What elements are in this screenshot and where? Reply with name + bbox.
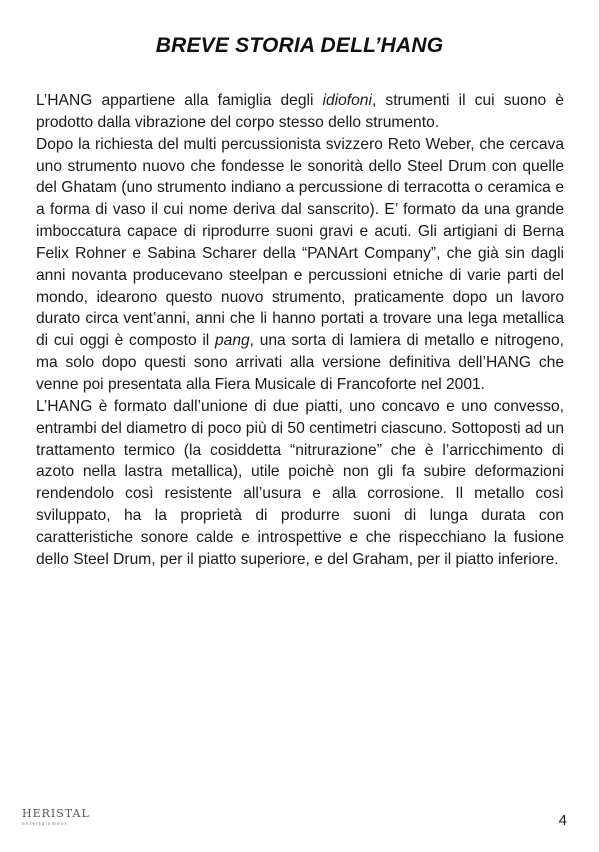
paragraph-construction: L’HANG è formato dall’unione di due piatti, uno concavo e uno convesso, entrambi del diametro di poco più di 50 centimetri ciascuno. Sottoposti ad un trattamento termico (la cosiddetta “nitrurazione” che è l’arricchimento di azoto nella lastra metallica), utile poichè non gli fa subire deformazioni rendendolo così resistente all’usura e alla corrosione. Il metallo così sviluppato, ha la proprietà di produrre suoni di lunga durata con caratteristiche sonore calde e introspettive e che rispecchiano la fusione dello Steel Drum, per il piatto superiore, e del Graham, per il piatto inferiore. — [36, 397, 564, 568]
article-body — [36, 90, 564, 571]
heristal-logo — [22, 808, 112, 838]
paragraph-history-text-b: , una sorta di lamiera di metallo e nitrogeno, ma solo dopo questi sono arrivati alla versione definitiva dell’HANG che venne poi presentata alla Fiera Musicale di Francoforte nel 2001. — [36, 332, 564, 393]
paragraph-intro-text-b: , strumenti il cui suono è prodotto dalla vibrazione del corpo stesso dello strumento. — [36, 92, 564, 131]
logo-name: HERISTAL — [22, 807, 90, 820]
paragraph-history-emphasis: pang — [214, 332, 250, 350]
paragraph-history — [36, 134, 564, 396]
paragraph-intro-emphasis: idiofoni — [322, 92, 372, 109]
paragraph-intro-text-a: L’HANG appartiene alla famiglia degli — [36, 92, 323, 109]
page-number: 4 — [558, 812, 567, 829]
paragraph-history-text-a: Dopo la richiesta del multi percussionista svizzero Reto Weber, che cercava uno strumento nuovo che fondesse le sonorità dello Steel Drum con quelle del Ghatam (uno strumento indiano a percussione di terracotta o ceramica e a forma di vaso il cui nome deriva dal sanscrito). E’ formato da una grande imboccatura capace di riprodurre suoni gravi e acuti. Gli artigiani di Berna Felix Rohner e Sabina Scharer della “PANArt Company”, che già sin dagli anni novanta producevano steelpan e percussioni etniche di varie parti del mondo, idearono questo nuovo strumento, praticamente dopo un lavoro durato circa vent’anni, anni che li hanno portati a trovare una lega metallica di cui oggi è composto il — [36, 135, 564, 350]
paragraph-intro — [36, 90, 564, 134]
logo-tagline: entertainment — [22, 822, 68, 827]
page-title: BREVE STORIA DELL’HANG — [155, 34, 444, 57]
